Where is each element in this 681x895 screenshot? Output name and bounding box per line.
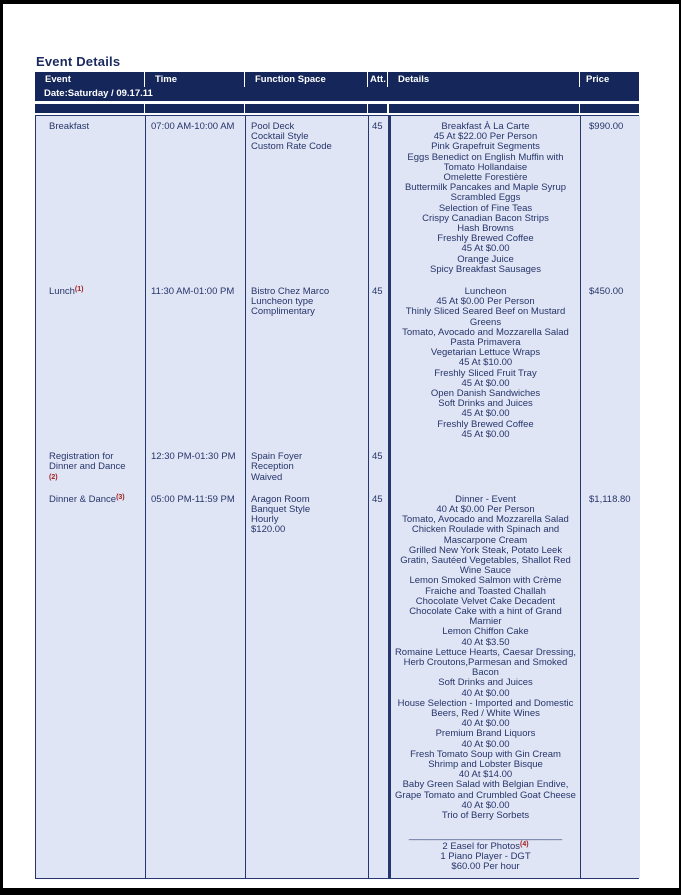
column-header-function-space: Function Space [245,72,368,87]
separator-cell [580,104,639,113]
detail-line: Pasta Primavera [450,337,521,349]
detail-line: Soft Drinks and Juices [438,677,533,689]
detail-line: Buttermilk Pancakes and Maple Syrup [404,182,567,194]
function-space-cell [246,281,369,446]
detail-line: Breakfast À La Carte [441,121,530,132]
function-space-cell [246,489,369,879]
detail-line: Romaine Lettuce Hearts, Caesar Dressing, Herb Croutons,Parmesan and Smoked Bacon [394,646,577,679]
detail-line: Pink Grapefruit Segments [431,141,540,153]
function-space-line: Spain Foyer [251,451,303,463]
event-name: Breakfast [49,121,90,132]
detail-line: $60.00 Per hour [451,861,520,873]
function-space-cell [246,446,369,489]
function-space-line: Banquet Style [251,503,311,515]
detail-line: House Selection - Imported and Domestic Beers, Red / White Wines [397,697,574,719]
detail-line: Thinly Sliced Seared Beef on Mustard Greens [405,306,566,328]
detail-line: 40 At $0.00 [461,738,510,750]
event-details-cell [389,281,581,446]
function-space-line: Custom Rate Code [251,141,332,153]
detail-line: 2 Easel for Photos$^{(4)}$ [442,840,529,852]
price-cell: $1,118.80 [581,489,640,879]
detail-line: 40 At $0.00 Per Person [436,503,535,515]
separator-cell [245,104,368,113]
detail-line: Trio of Berry Sorbets [441,810,530,821]
separator-cell [388,104,580,113]
detail-line: Fresh Tomato Soup with Gin Cream [410,748,561,760]
event-footnote: (2) [49,473,58,481]
detail-line: 40 At $0.00 [461,718,510,730]
separator-cell [368,104,388,113]
detail-line: Tomato, Avocado and Mozzarella Salad [402,514,569,526]
event-details-cell [389,116,581,281]
column-header-att: Att. [368,72,388,87]
detail-line: 45 At $10.00 [458,357,513,369]
detail-line: Spicy Breakfast Sausages [430,263,541,275]
detail-line: Selection of Fine Teas [438,202,533,214]
detail-line: Freshly Sliced Fruit Tray [434,367,537,379]
function-space-line: Waived [251,471,283,483]
event-time-cell: 12:30 PM-01:30 PM [146,446,246,489]
price-cell: $450.00 [581,281,640,446]
section-title: Event Details [36,54,121,69]
detail-line: Scrambled Eggs [450,192,521,204]
detail-line: 40 At $3.50 [461,636,510,648]
event-name-cell [36,116,146,281]
detail-line: 40 At $0.00 [461,799,510,811]
detail-line: Eggs Benedict on English Muffin with Tomato Hollandaise [407,151,564,173]
event-name-cell [36,489,146,879]
event-time-cell: 05:00 PM-11:59 PM [146,489,246,879]
date-row: Date:Saturday / 09.17.11 [35,87,639,101]
event-details-cell [389,446,581,489]
detail-line: Baby Green Salad with Belgian Endive, Grape Tomato and Crumbled Goat Cheese [395,779,576,801]
detail-line: Freshly Brewed Coffee [437,418,534,430]
detail-line: 45 At $22.00 Per Person [433,131,538,143]
detail-divider-line: _____________________________ [408,831,563,842]
function-space-line: Bistro Chez Marco [251,286,330,298]
detail-line: Chocolate Velvet Cake Decadent Chocolate Cake with a hint of Grand Marnier [409,595,562,628]
event-footnote: (1) [74,286,84,294]
event-name: Registration for Dinner and Dance [49,451,126,473]
detail-line: Grilled New York Steak, Potato Leek Gratin, Sautéed Vegetables, Shallot Red Wine Sauce [400,544,571,577]
column-header-details: Details [388,72,580,87]
detail-line: Orange Juice [457,253,514,265]
function-space-line: Pool Deck [251,121,295,132]
event-details-section [35,54,639,879]
price-cell: $990.00 [581,116,640,281]
detail-line: Vegetarian Lettuce Wraps [430,347,541,359]
attendance-cell: 45 [369,489,389,879]
attendance-cell: 45 [369,116,389,281]
detail-line: Chicken Roulade with Spinach and Mascarpone Cream [411,524,560,546]
detail-line: 45 At $0.00 Per Person [436,296,535,308]
detail-line: 1 Piano Player - DGT [440,850,531,862]
detail-line: Omelette Forestière [443,172,528,184]
event-name: Dinner & Dance [49,493,117,505]
column-header-time: Time [145,72,245,87]
event-time-cell: 11:30 AM-01:00 PM [146,281,246,446]
detail-footnote: (4) [520,840,529,848]
function-space-line: Aragon Room [251,493,310,505]
separator-bar [35,104,639,113]
detail-line: Tomato, Avocado and Mozzarella Salad [402,326,569,338]
detail-line: Premium Brand Liquors [435,728,536,740]
detail-line: 40 At $0.00 [461,687,510,699]
event-name-cell [36,446,146,489]
detail-line: Dinner - Event [455,493,516,505]
attendance-cell: 45 [369,281,389,446]
detail-line: Freshly Brewed Coffee [437,233,534,245]
detail-line: 45 At $0.00 [461,377,510,389]
detail-line: Lemon Chiffon Cake [442,626,529,638]
separator-cell [35,104,145,113]
detail-line: Shrimp and Lobster Bisque [428,758,543,770]
function-space-line: $120.00 [251,524,286,536]
separator-cell [145,104,245,113]
table-header-row [35,72,639,87]
attendance-cell: 45 [369,446,389,489]
event-name: Lunch [49,286,75,298]
event-footnote: (3) [116,493,125,501]
detail-line: 40 At $14.00 [458,769,513,781]
function-space-line: Hourly [251,514,279,526]
detail-line: 45 At $0.00 [461,408,510,420]
detail-line [394,821,577,831]
detail-line: Lemon Smoked Salmon with Crème Fraiche and Toasted Challah [409,575,562,597]
event-name-cell [36,281,146,446]
function-space-cell [246,116,369,281]
price-cell [581,446,640,489]
function-space-line: Complimentary [251,306,315,318]
detail-line: Luncheon [464,286,507,298]
detail-line: Hash Browns [457,223,514,235]
event-details-cell [389,489,581,879]
detail-line: Open Danish Sandwiches [430,388,541,400]
event-time-cell: 07:00 AM-10:00 AM [146,116,246,281]
function-space-line: Cocktail Style [251,131,309,143]
column-header-price: Price [580,72,639,87]
column-header-event: Event [35,72,145,87]
function-space-line: Luncheon type [251,296,314,308]
detail-line: 45 At $0.00 [461,428,510,440]
detail-line: 45 At $0.00 [461,243,510,255]
detail-line: Crispy Canadian Bacon Strips [422,212,549,224]
function-space-line: Reception [251,461,294,473]
event-table-body [35,115,639,879]
detail-line: Soft Drinks and Juices [438,398,533,410]
